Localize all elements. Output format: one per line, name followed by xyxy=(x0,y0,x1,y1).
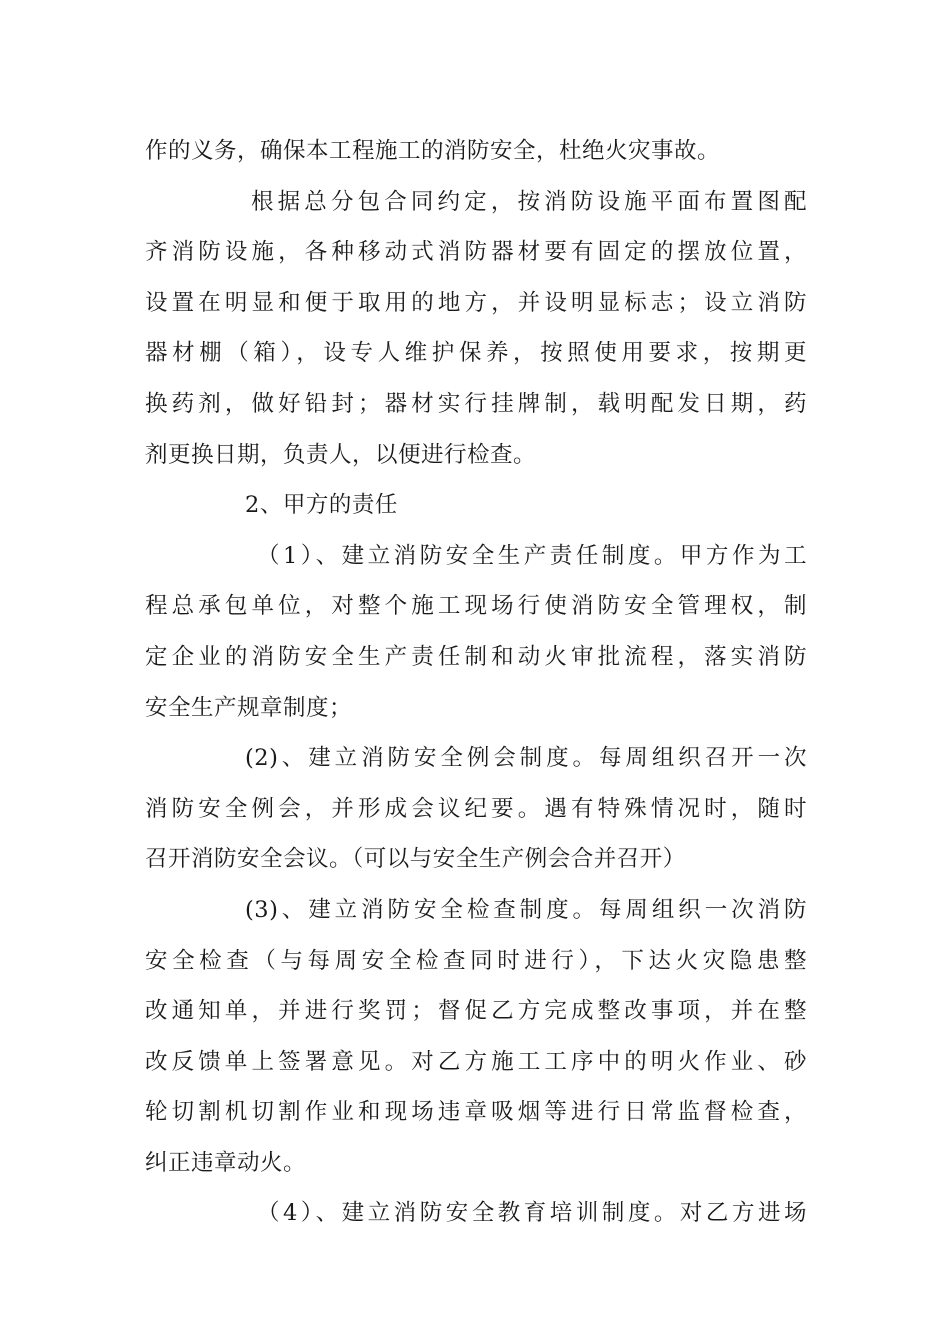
paragraph-line: 纠正违章动火。 xyxy=(145,1149,307,1176)
paragraph-line: 改反馈单上签署意见。对乙方施工工序中的明火作业、砂 xyxy=(145,1048,807,1075)
paragraph-line: 设置在明显和便于取用的地方，并设明显标志；设立消防 xyxy=(145,289,807,316)
paragraph-line: 作的义务，确保本工程施工的消防安全，杜绝火灾事故。 xyxy=(145,138,721,164)
paragraph-line: 器材棚（箱），设专人维护保养，按照使用要求，按期更 xyxy=(145,340,807,367)
paragraph-line: 安全生产规章制度； xyxy=(145,694,353,721)
section-heading: 2、甲方的责任 xyxy=(245,492,398,519)
paragraph-line: (3)、建立消防安全检查制度。每周组织一次消防 xyxy=(245,896,807,923)
paragraph-line: 轮切割机切割作业和现场违章吸烟等进行日常监督检查， xyxy=(145,1099,807,1126)
paragraph-line: （4）、建立消防安全教育培训制度。对乙方进场 xyxy=(257,1200,807,1227)
paragraph-line: （1）、建立消防安全生产责任制度。甲方作为工 xyxy=(257,542,807,569)
paragraph-line: 消防安全例会，并形成会议纪要。遇有特殊情况时，随时 xyxy=(145,795,807,822)
paragraph-line: 程总承包单位，对整个施工现场行使消防安全管理权，制 xyxy=(145,593,807,620)
paragraph-line: 剂更换日期，负责人，以便进行检查。 xyxy=(145,441,537,468)
paragraph-line: (2)、建立消防安全例会制度。每周组织召开一次 xyxy=(245,745,807,772)
paragraph-line: 召开消防安全会议。（可以与安全生产例会合并召开） xyxy=(145,846,686,873)
paragraph-line: 安全检查（与每周安全检查同时进行），下达火灾隐患整 xyxy=(145,947,807,974)
paragraph-line: 定企业的消防安全生产责任制和动火审批流程，落实消防 xyxy=(145,643,807,670)
document-body xyxy=(145,126,807,1239)
paragraph-line: 改通知单，并进行奖罚；督促乙方完成整改事项，并在整 xyxy=(145,998,807,1025)
paragraph-line: 齐消防设施，各种移动式消防器材要有固定的摆放位置， xyxy=(145,239,807,266)
paragraph-line: 根据总分包合同约定，按消防设施平面布置图配 xyxy=(251,188,807,215)
paragraph-line: 换药剂，做好铅封；器材实行挂牌制，载明配发日期，药 xyxy=(145,390,807,417)
